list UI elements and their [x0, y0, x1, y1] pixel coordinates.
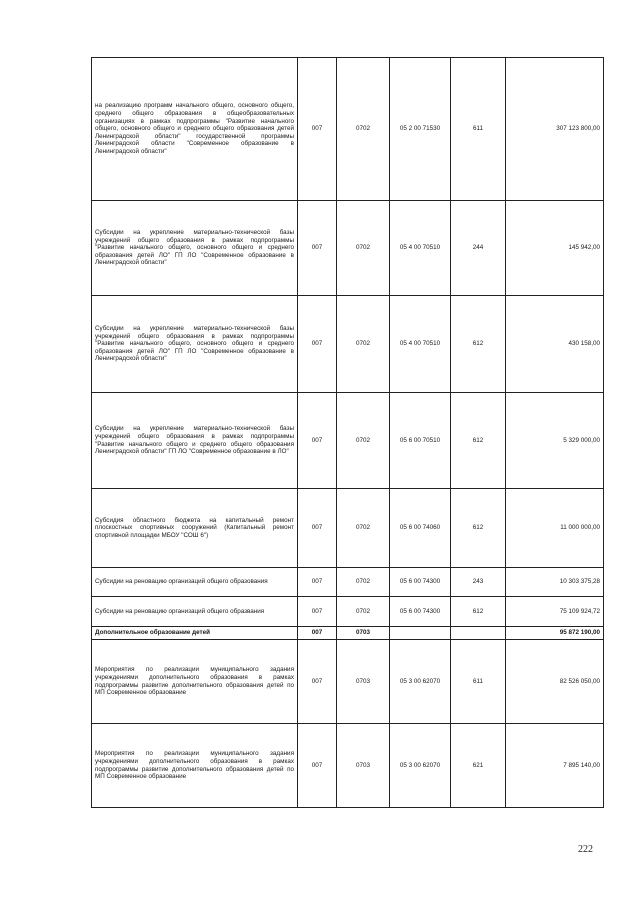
row-kind: 243 [451, 568, 506, 597]
row-section: 0702 [337, 58, 390, 201]
table-row [92, 58, 604, 201]
row-description: на реализацию программ начального общего, основного общего, среднего общего образования в общеобразовательных организациях в рамках подпрограммы "Развитие начального общего, основного общего и среднего общего образования детей Ленинградской области" государственной программы Ленинградской области "Современное образование в Ленинградской области" [92, 58, 298, 201]
row-description: Дополнительное образование детей [92, 627, 298, 640]
row-description: Субсидии на укрепление материально-технической базы учреждений общего образования в рамках подпрограммы "Развитие начального общего, основного общего и среднего образования детей ЛО" ГП ЛО "Современное образование в Ленинградской области" [92, 201, 298, 296]
table-row-subtotal [92, 627, 604, 640]
row-amount: 75 109 924,72 [506, 597, 604, 627]
row-code: 007 [298, 724, 337, 808]
row-code: 007 [298, 568, 337, 597]
row-code: 007 [298, 296, 337, 393]
row-section: 0703 [337, 627, 390, 640]
table-row [92, 296, 604, 393]
budget-table [91, 57, 604, 808]
row-target: 05 3 00 62070 [390, 724, 451, 808]
table-row [92, 640, 604, 724]
row-section: 0702 [337, 568, 390, 597]
row-section: 0702 [337, 296, 390, 393]
row-section: 0702 [337, 393, 390, 489]
row-kind: 621 [451, 724, 506, 808]
table-row [92, 597, 604, 627]
row-kind: 612 [451, 489, 506, 568]
table-row [92, 393, 604, 489]
row-section: 0702 [337, 489, 390, 568]
row-code: 007 [298, 597, 337, 627]
row-kind: 611 [451, 58, 506, 201]
row-amount: 82 526 050,00 [506, 640, 604, 724]
row-target [390, 627, 451, 640]
row-kind [451, 627, 506, 640]
row-code: 007 [298, 393, 337, 489]
row-section: 0703 [337, 724, 390, 808]
table-row [92, 489, 604, 568]
row-amount: 11 000 000,00 [506, 489, 604, 568]
row-target: 05 6 00 74060 [390, 489, 451, 568]
row-amount: 10 303 375,28 [506, 568, 604, 597]
row-target: 05 6 00 74300 [390, 568, 451, 597]
row-kind: 611 [451, 640, 506, 724]
table-row [92, 724, 604, 808]
row-description: Мероприятия по реализации муниципального задания учреждениями дополнительного образования в рамках подпрограммы развитие дополнительного образования детей по МП Современное образование [92, 640, 298, 724]
row-code: 007 [298, 640, 337, 724]
row-description: Субсидия областного бюджета на капитальный ремонт плоскостных спортивных сооружений (Капитальный ремонт спортивной площадки МБОУ "СОШ 6") [92, 489, 298, 568]
row-amount: 307 123 800,00 [506, 58, 604, 201]
row-target: 05 4 00 70510 [390, 201, 451, 296]
table-row [92, 568, 604, 597]
row-kind: 244 [451, 201, 506, 296]
row-description: Субсидии на укрепление материально-технической базы учреждений общего образования в рамках подпрограммы "Развитие начального общего и среднего общего образования Ленинградской области" ГП ЛО "Современное образование в ЛО" [92, 393, 298, 489]
row-target: 05 6 00 74300 [390, 597, 451, 627]
table-row [92, 201, 604, 296]
row-description: Субсидии на реновацию организаций общего образования [92, 568, 298, 597]
row-code: 007 [298, 58, 337, 201]
row-section: 0703 [337, 640, 390, 724]
row-amount: 145 942,00 [506, 201, 604, 296]
row-kind: 612 [451, 393, 506, 489]
row-kind: 612 [451, 597, 506, 627]
row-description: Субсидии на реновацию организаций общего образвания [92, 597, 298, 627]
row-target: 05 3 00 62070 [390, 640, 451, 724]
row-section: 0702 [337, 597, 390, 627]
row-kind: 612 [451, 296, 506, 393]
row-amount: 7 895 140,00 [506, 724, 604, 808]
row-amount: 430 158,00 [506, 296, 604, 393]
row-description: Субсидии на укрепление материально-технической базы учреждений общего образования в рамках подпрограммы "Развитие начального общего, основного общего и среднего образования детей ЛО" ГП ЛО "Современное образование в Ленинградской области" [92, 296, 298, 393]
row-amount: 5 329 000,00 [506, 393, 604, 489]
row-target: 05 4 00 70510 [390, 296, 451, 393]
row-amount: 95 872 190,00 [506, 627, 604, 640]
row-description: Мероприятия по реализации муниципального задания учреждениями дополнительного образования в рамках подпрограммы развитие дополнительного образования детей по МП Современное образование [92, 724, 298, 808]
row-target: 05 6 00 70510 [390, 393, 451, 489]
row-code: 007 [298, 489, 337, 568]
row-code: 007 [298, 627, 337, 640]
row-section: 0702 [337, 201, 390, 296]
row-code: 007 [298, 201, 337, 296]
row-target: 05 2 00 71530 [390, 58, 451, 201]
page-number: 222 [578, 844, 593, 855]
